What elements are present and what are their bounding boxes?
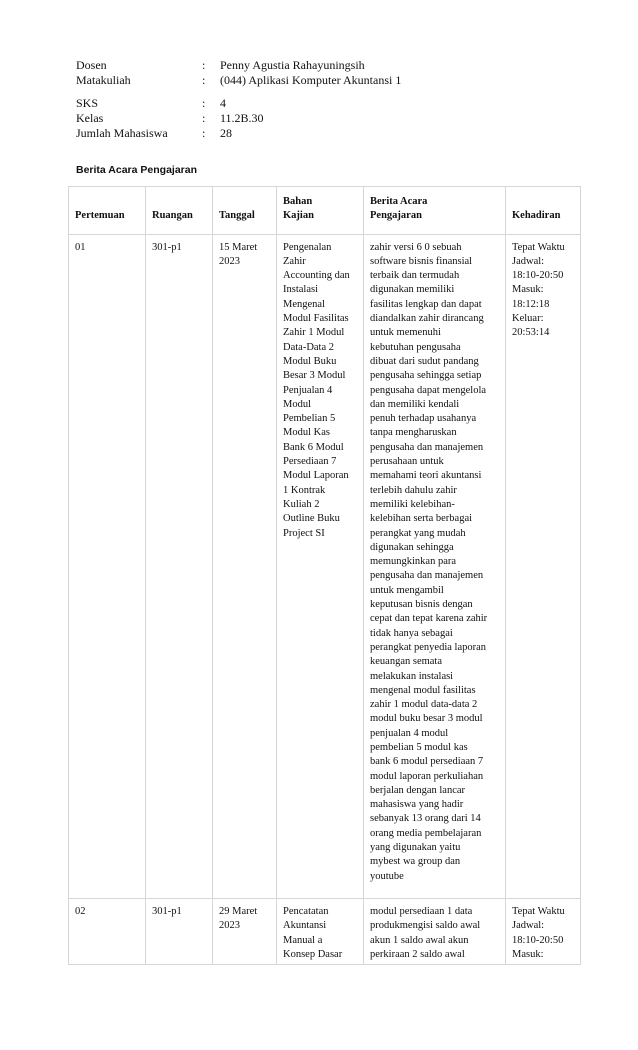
sks-label: SKS [76,96,99,110]
sks-separator: : [202,96,206,110]
table-row [69,234,581,898]
kelas-separator: : [202,111,206,125]
cell-berita-acara: zahir versi 6 0 sebuah software bisnis finansial terbaik dan termudah digunakan memiliki fasilitas lengkap dan dapat diandalkan zahir dirancang untuk memenuhi kebutuhan pengusaha dibuat dari sudut pandang pengusaha sehingga setiap pengusaha dapat mengelola dan memiliki kendali penuh terhadap usahanya tanpa mengharuskan pengusaha dan manajemen perusahaan untuk memahami teori akuntansi terlebih dahulu zahir memiliki kelebihan- kelebihan serta berbagai perangkat yang mudah digunakan sehingga memungkinkan para pengusaha dan manajemen untuk mengambil keputusan bisnis dengan cepat dan tepat karena zahir tidak hanya sebagai perangkat penyedia laporan keuangan semata melakukan instalasi mengenal modul fasilitas zahir 1 modul data-data 2 modul buku besar 3 modul penjualan 4 modul pembelian 5 modul kas bank 6 modul persediaan 7 modul laporan perkuliahan berjalan dengan lancar mahasiswa yang hadir sebanyak 13 orang dari 14 orang media pembelajaran yang digunakan yaitu mybest wa group dan youtube [364,234,506,898]
dosen-label: Dosen [76,58,107,72]
dosen-value: Penny Agustia Rahayuningsih [220,58,365,72]
dosen-separator: : [202,58,206,72]
table-row [69,898,581,964]
jumlah-mahasiswa-separator: : [202,126,206,140]
berita-acara-table [68,186,581,965]
header-pertemuan: Pertemuan [69,187,146,235]
header-kehadiran: Kehadiran [506,187,581,235]
cell-kehadiran: Tepat Waktu Jadwal: 18:10-20:50 Masuk: 18:12:18 Keluar: 20:53:14 [506,234,581,898]
jumlah-mahasiswa-label: Jumlah Mahasiswa [76,126,168,140]
kelas-label: Kelas [76,111,104,125]
kelas-value: 11.2B.30 [220,111,264,125]
cell-tanggal: 29 Maret 2023 [213,898,277,964]
section-title: Berita Acara Pengajaran [76,164,198,176]
sks-value: 4 [220,96,226,110]
header-tanggal: Tanggal [213,187,277,235]
cell-kehadiran: Tepat Waktu Jadwal: 18:10-20:50 Masuk: [506,898,581,964]
table-header-row [69,187,581,235]
cell-pertemuan: 01 [69,234,146,898]
header-ruangan: Ruangan [146,187,213,235]
cell-tanggal: 15 Maret 2023 [213,234,277,898]
cell-pertemuan: 02 [69,898,146,964]
header-bahan-kajian: Bahan Kajian [277,187,364,235]
cell-bahan-kajian: Pencatatan Akuntansi Manual a Konsep Dasar [277,898,364,964]
cell-berita-acara: modul persediaan 1 data produkmengisi saldo awal akun 1 saldo awal akun perkiraan 2 saldo awal [364,898,506,964]
header-berita-acara: Berita Acara Pengajaran [364,187,506,235]
matakuliah-value: (044) Aplikasi Komputer Akuntansi 1 [220,73,402,87]
matakuliah-separator: : [202,73,206,87]
cell-bahan-kajian: Pengenalan Zahir Accounting dan Instalasi Mengenal Modul Fasilitas Zahir 1 Modul Data-Data 2 Modul Buku Besar 3 Modul Penjualan 4 Modul Pembelian 5 Modul Kas Bank 6 Modul Persediaan 7 Modul Laporan 1 Kontrak Kuliah 2 Outline Buku Project SI [277,234,364,898]
matakuliah-label: Matakuliah [76,73,131,87]
cell-ruangan: 301-p1 [146,898,213,964]
cell-ruangan: 301-p1 [146,234,213,898]
jumlah-mahasiswa-value: 28 [220,126,232,140]
